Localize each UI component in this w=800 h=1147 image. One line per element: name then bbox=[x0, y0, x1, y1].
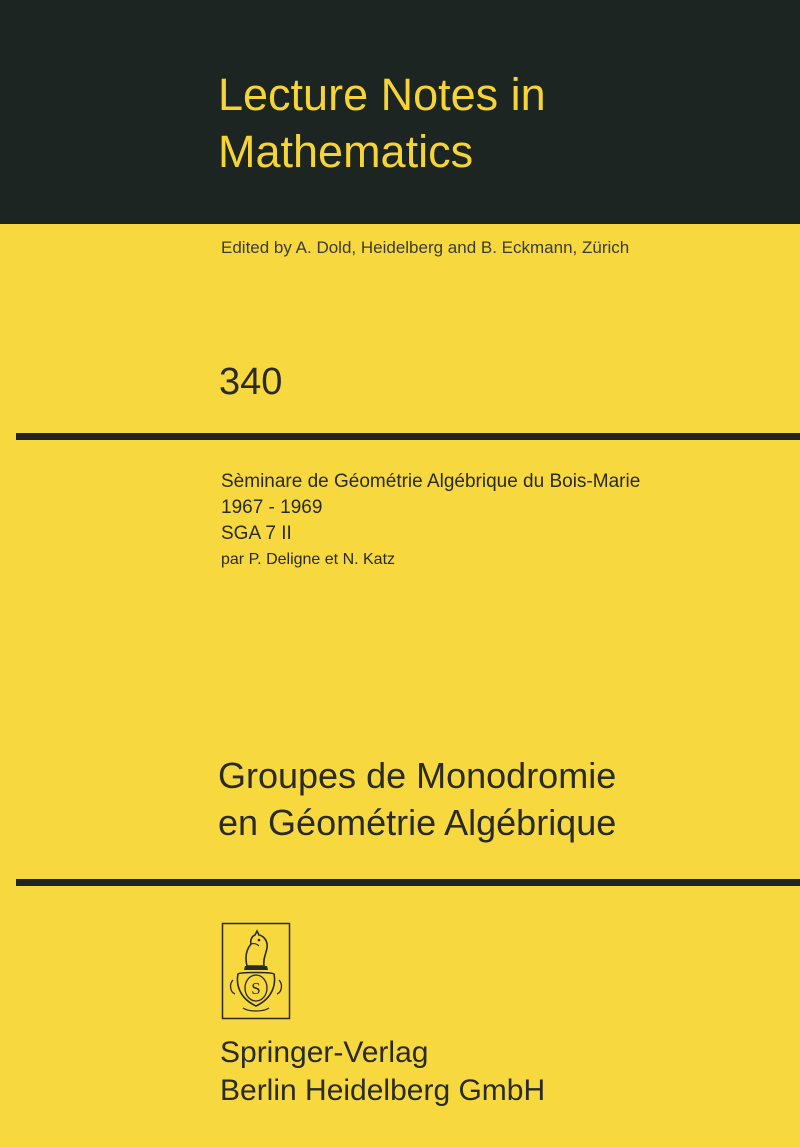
book-title-line-2: en Géométrie Algébrique bbox=[218, 802, 617, 843]
seminar-years: 1967 - 1969 bbox=[221, 497, 323, 518]
publisher bbox=[220, 1034, 545, 1110]
series-title-line-2: Mathematics bbox=[218, 126, 474, 177]
bottom-rule bbox=[16, 879, 800, 886]
seminar-info bbox=[221, 469, 640, 573]
series-editors: Edited by A. Dold, Heidelberg and B. Eckmann, Zürich bbox=[221, 238, 630, 257]
series-title bbox=[218, 66, 546, 180]
publisher-location: Berlin Heidelberg GmbH bbox=[220, 1074, 546, 1107]
svg-text:S: S bbox=[251, 979, 261, 998]
seminar-code: SGA 7 II bbox=[221, 523, 292, 544]
book-title bbox=[218, 752, 616, 846]
book-title-line-1: Groupes de Monodromie bbox=[218, 755, 617, 796]
authors: par P. Deligne et N. Katz bbox=[221, 551, 396, 568]
publisher-name: Springer-Verlag bbox=[220, 1036, 429, 1069]
top-rule bbox=[16, 433, 800, 440]
volume-number: 340 bbox=[219, 361, 283, 403]
seminar-name: Sèminare de Géométrie Algébrique du Bois-Marie bbox=[221, 471, 641, 492]
series-title-line-1: Lecture Notes in bbox=[218, 69, 546, 120]
springer-knight-logo-icon bbox=[221, 922, 291, 1020]
